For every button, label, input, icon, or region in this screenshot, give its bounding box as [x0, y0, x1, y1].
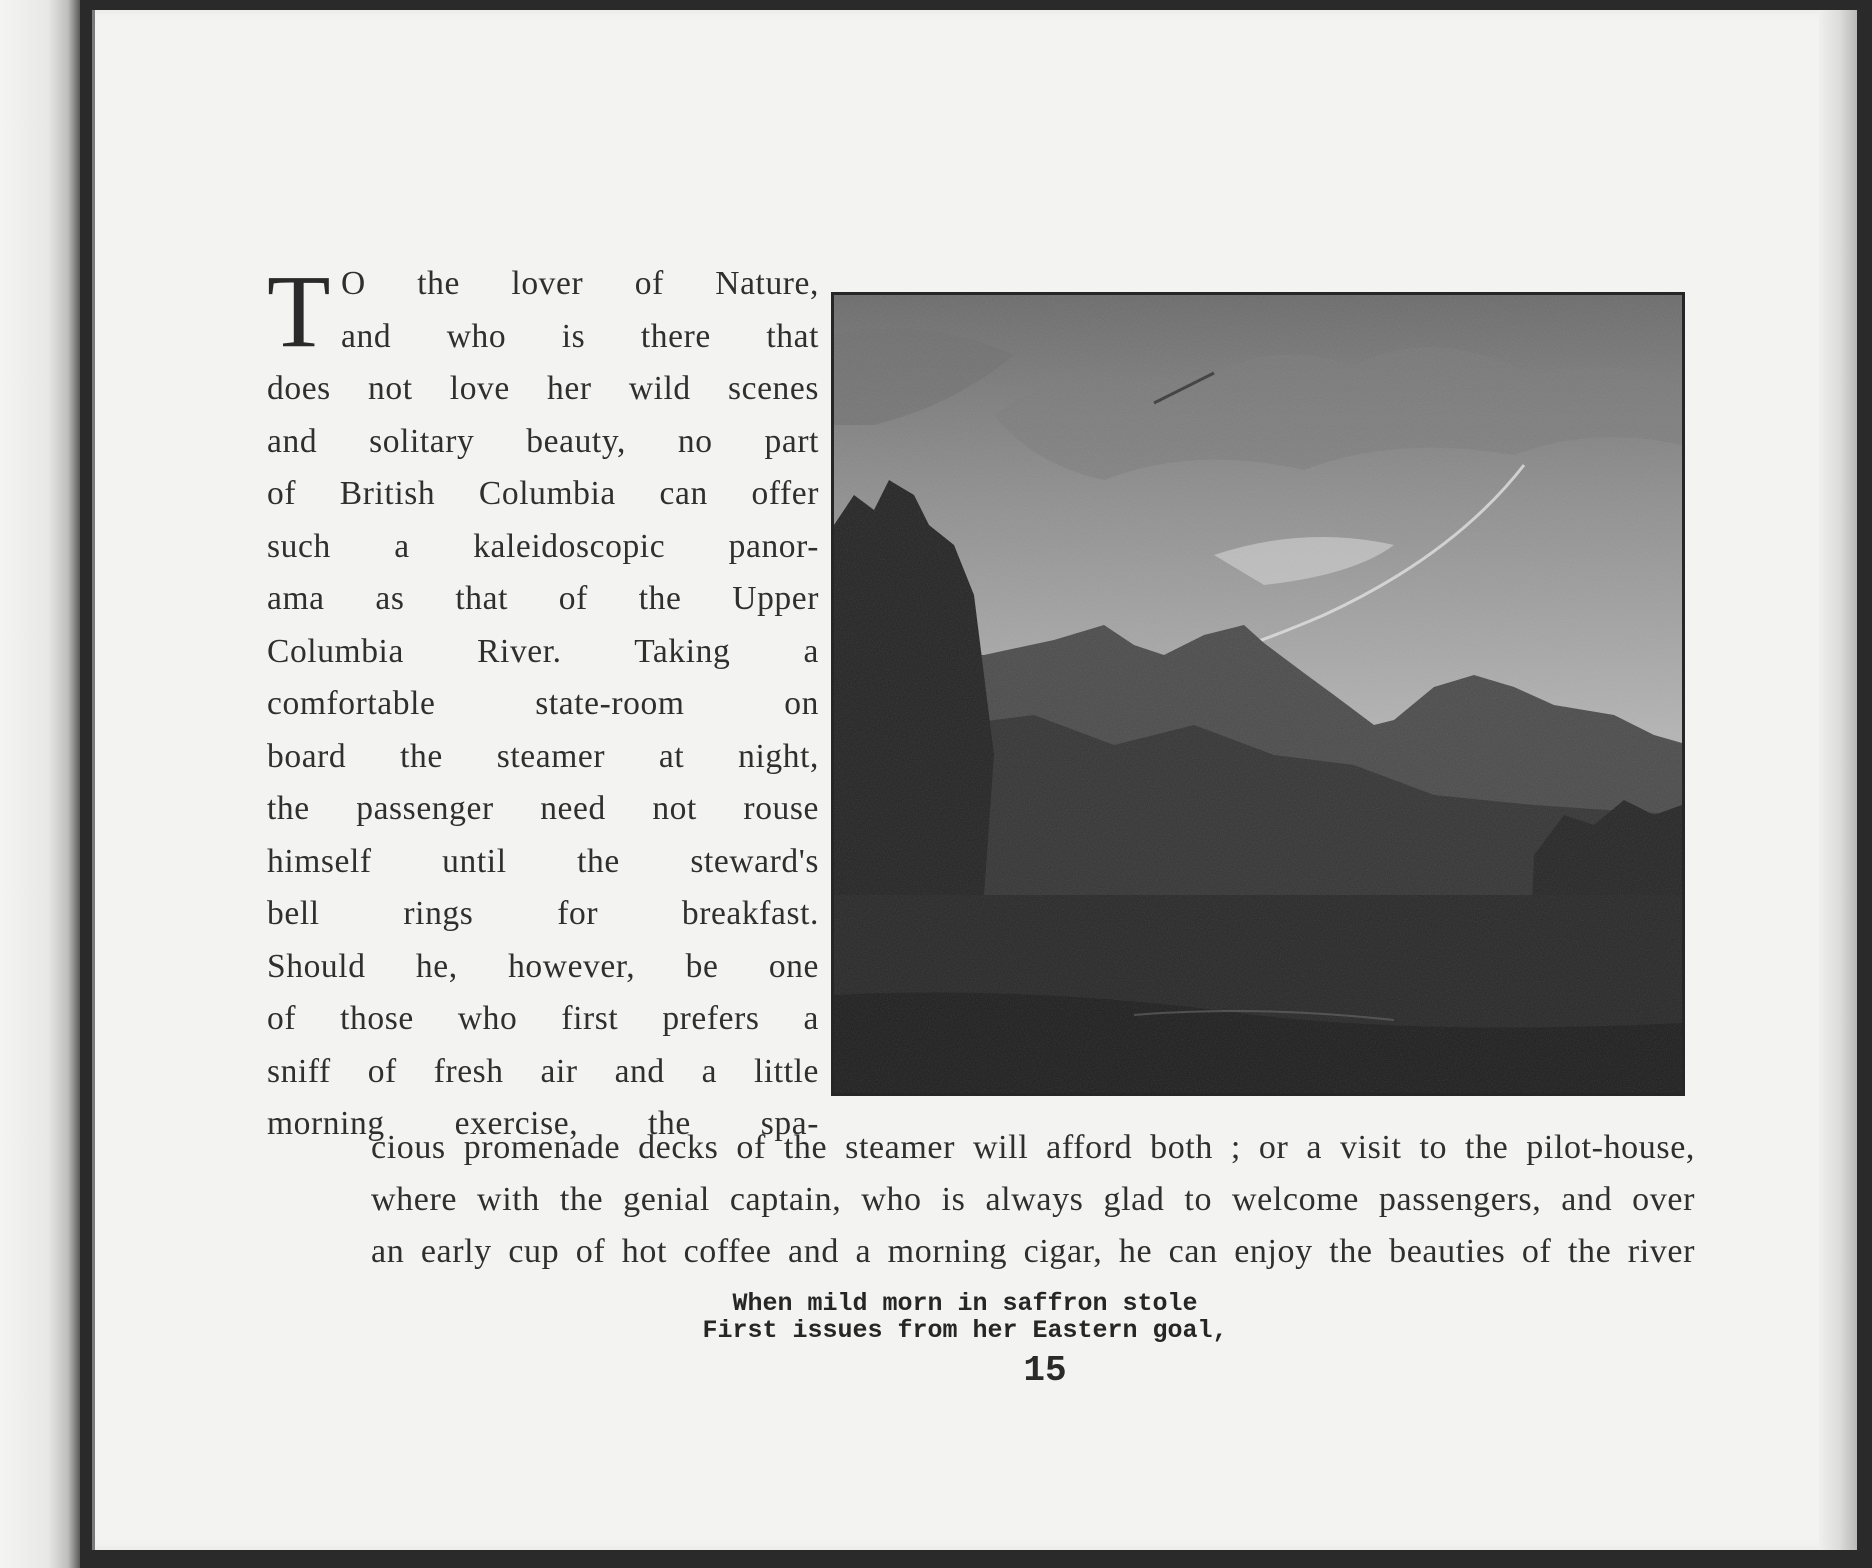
- dropcap: T: [267, 254, 332, 369]
- text-line: board the steamer at night,: [267, 737, 819, 775]
- text-line: the passenger need not rouse: [267, 790, 819, 827]
- text-line: bell rings for breakfast.: [267, 895, 819, 932]
- full-width-text: [371, 1122, 1695, 1278]
- text-line: morning exercise, the spa-: [267, 1105, 819, 1142]
- text-line: cious promenade decks of the steamer will afford both ; or a visit to the pilot-house,: [371, 1129, 1695, 1166]
- text-line: sniff of fresh air and a little: [267, 1052, 819, 1090]
- facing-page-edge: [0, 0, 80, 1568]
- text-line: of British Columbia can offer: [267, 475, 819, 512]
- verse-line-2: First issues from her Eastern goal,: [702, 1316, 1228, 1345]
- text-line: himself until the steward's: [267, 842, 819, 880]
- text-line: of those who first prefers a: [267, 1000, 819, 1037]
- landscape-photo: [831, 292, 1685, 1096]
- text-line: Should he, however, be one: [267, 947, 819, 985]
- verse-couplet: [655, 1290, 1275, 1344]
- text-line: ama as that of the Upper: [267, 580, 819, 617]
- text-line: and who is there that: [341, 317, 819, 355]
- page-edge-shadow: [1819, 10, 1857, 1550]
- text-line: Columbia River. Taking a: [267, 632, 819, 670]
- text-line: where with the genial captain, who is always glad to welcome passengers, and over: [371, 1181, 1695, 1218]
- text-line: comfortable state-room on: [267, 685, 819, 722]
- text-line: does not love her wild scenes: [267, 370, 819, 407]
- text-line: and solitary beauty, no part: [267, 422, 819, 460]
- dropcap-block: [267, 254, 819, 369]
- verse-line-1: When mild morn in saffron stole: [732, 1289, 1198, 1318]
- text-line: an early cup of hot coffee and a morning cigar, he can enjoy the beauties of the river: [371, 1233, 1695, 1270]
- text-line: such a kaleidoscopic panor-: [267, 527, 819, 565]
- text-line: O the lover of Nature,: [341, 265, 819, 302]
- book-page: [92, 10, 1857, 1550]
- text-column: [267, 254, 819, 1151]
- mountain-river-illustration: [834, 295, 1682, 1093]
- page-number: 15: [1023, 1350, 1067, 1391]
